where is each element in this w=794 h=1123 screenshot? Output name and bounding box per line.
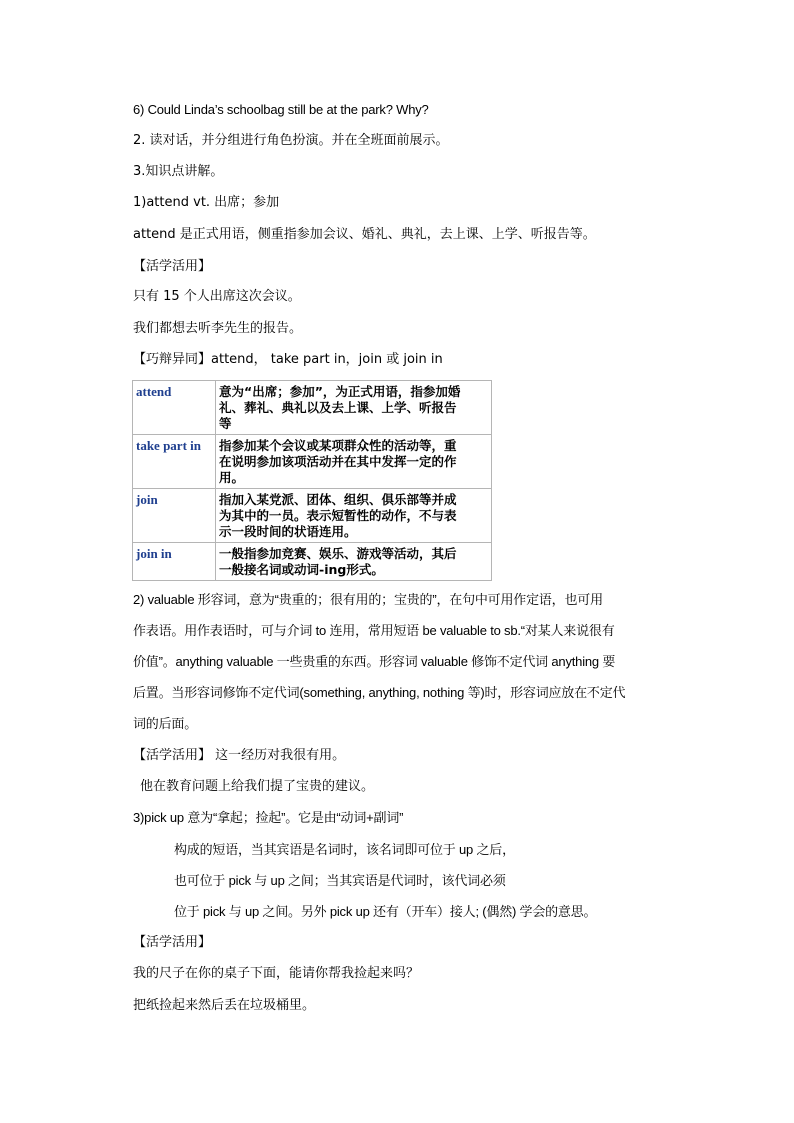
point-2-line-5: 词的后面。 bbox=[133, 716, 198, 731]
example-2: 他在教育问题上给我们提了宝贵的建议。 bbox=[140, 779, 375, 794]
term-cell: attend bbox=[133, 381, 216, 435]
term-cell: join bbox=[133, 489, 216, 543]
point-3-line-1: 3)pick up 意为“拿起；捡起”。它是由“动词+副词” bbox=[133, 810, 404, 825]
task-3-heading: 3.知识点讲解。 bbox=[133, 164, 224, 179]
question-6: 6) Could Linda’s schoolbag still be at the park? Why? bbox=[133, 102, 429, 117]
point-1-description: attend 是正式用语，侧重指参加会议、婚礼、典礼，去上课、上学、听报告等。 bbox=[133, 227, 596, 242]
point-3-line-4: 位于 pick 与 up 之间。另外 pick up 还有（开车）接人; (偶然) 学会的意思。 bbox=[174, 904, 597, 919]
compare-heading: 【巧辩异同】attend， take part in，join 或 join in bbox=[133, 352, 443, 367]
definition-cell: 意为“出席；参加”，为正式用语，指参加婚 礼、葬礼、典礼以及去上课、上学、听报告 等 bbox=[216, 381, 492, 435]
definition-cell: 指参加某个会议或某项群众性的活动等，重 在说明参加该项活动并在其中发挥一定的作 用。 bbox=[216, 435, 492, 489]
table-row bbox=[133, 381, 492, 435]
definition-cell: 指加入某党派、团体、组织、俱乐部等并成 为其中的一员。表示短暂性的动作，不与表 示一段时间的状语连用。 bbox=[216, 489, 492, 543]
point-1-title: 1)attend vt. 出席；参加 bbox=[133, 195, 280, 210]
point-2-line-4: 后置。当形容词修饰不定代词(something, anything, nothing 等)时，形容词应放在不定代 bbox=[133, 685, 626, 700]
table-row bbox=[133, 435, 492, 489]
example-1b: 我们都想去听李先生的报告。 bbox=[133, 321, 303, 336]
definition-cell: 一般指参加竞赛、娱乐、游戏等活动，其后 一般接名词或动词-ing形式。 bbox=[216, 543, 492, 581]
comparison-table bbox=[132, 380, 492, 581]
table-row bbox=[133, 489, 492, 543]
task-2: 2. 读对话，并分组进行角色扮演。并在全班面前展示。 bbox=[133, 133, 449, 148]
point-2-line-2: 作表语。用作表语时，可与介词 to 连用，常用短语 be valuable to sb.“对某人来说很有 bbox=[133, 623, 615, 638]
term-cell: take part in bbox=[133, 435, 216, 489]
point-3-line-3: 也可位于 pick 与 up 之间；当其宾语是代词时，该代词必须 bbox=[174, 873, 506, 888]
practice-heading-3: 【活学活用】 bbox=[133, 935, 212, 950]
example-3b: 把纸捡起来然后丢在垃圾桶里。 bbox=[133, 998, 316, 1013]
point-3-line-2: 构成的短语，当其宾语是名词时，该名词即可位于 up 之后， bbox=[174, 842, 515, 857]
practice-heading-2: 【活学活用】 这一经历对我很有用。 bbox=[133, 748, 346, 763]
example-1a: 只有 15 个人出席这次会议。 bbox=[133, 289, 301, 304]
point-2-line-3: 价值”。anything valuable 一些贵重的东西。形容词 valuable 修饰不定代词 anything 要 bbox=[133, 654, 616, 669]
practice-heading-1: 【活学活用】 bbox=[133, 259, 212, 274]
table-row bbox=[133, 543, 492, 581]
example-3a: 我的尺子在你的桌子下面，能请你帮我捡起来吗？ bbox=[133, 966, 420, 981]
term-cell: join in bbox=[133, 543, 216, 581]
point-2-line-1: 2) valuable 形容词，意为“贵重的；很有用的；宝贵的”，在句中可用作定语，也可用 bbox=[133, 592, 603, 607]
